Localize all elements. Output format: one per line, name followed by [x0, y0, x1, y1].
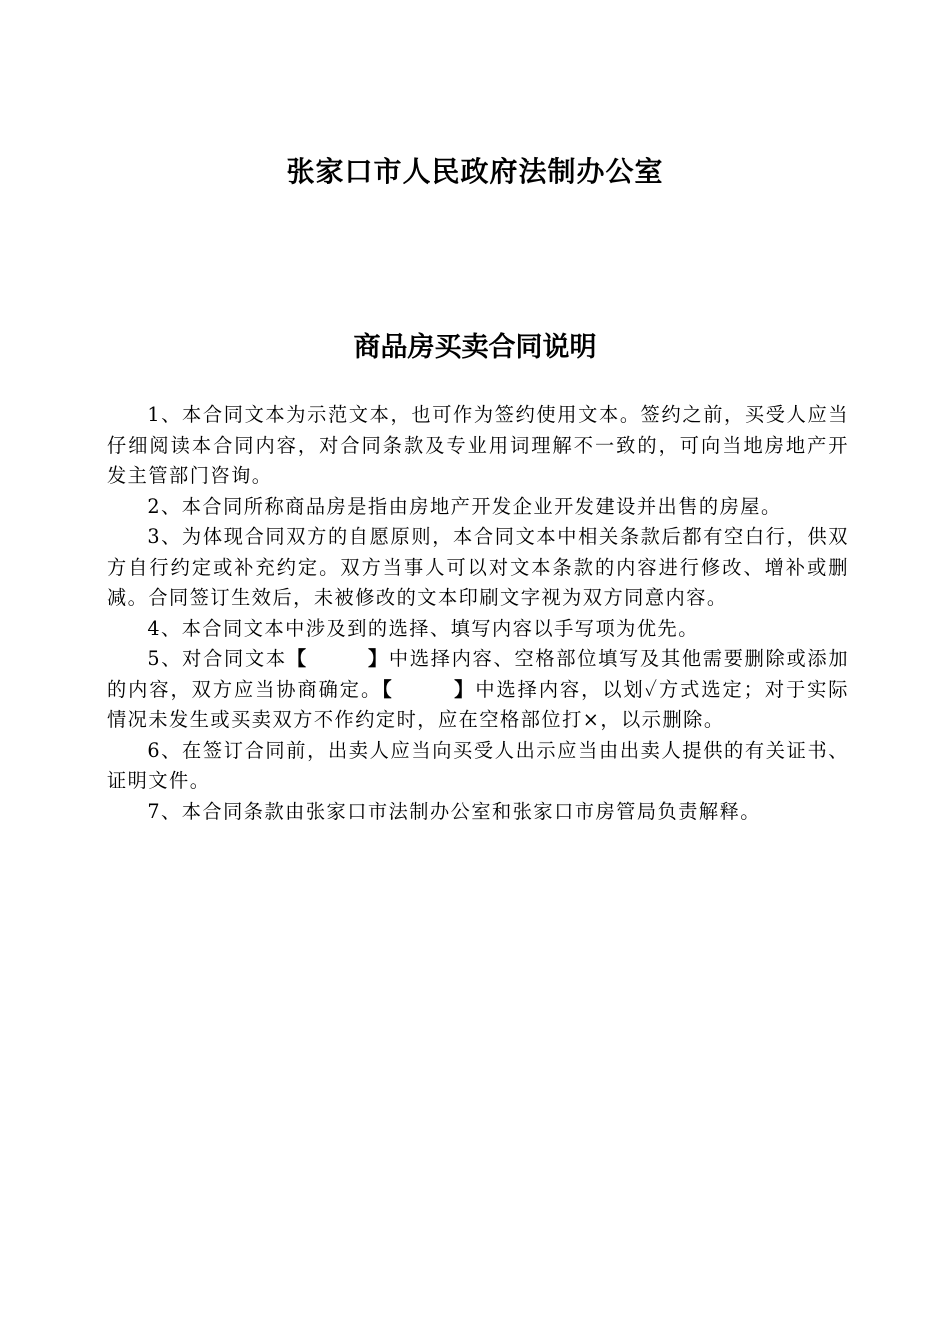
paragraph-7: 7、本合同条款由张家口市法制办公室和张家口市房管局负责解释。: [147, 799, 761, 823]
paragraph-5-part-c: 中选择内容，以划✓方式选定；对于实际情况未发生或买卖双方不作约定时，应在空格部位打×，以示删除。: [107, 677, 849, 731]
paragraph-2: 2、本合同所称商品房是指由房地产开发企业开发建设并出售的房屋。: [147, 494, 782, 518]
issuer-heading: 张家口市人民政府法制办公室: [286, 155, 664, 188]
bracket-close-2: 】: [453, 677, 476, 701]
paragraph-3: 3、为体现合同双方的自愿原则，本合同文本中相关条款后都有空白行，供双方自行约定或补充约定。双方当事人可以对文本条款的内容进行修改、增补或删减。合同签订生效后，未被修改的文本印刷文字视为双方同意内容。: [107, 525, 849, 609]
paragraph-5-part-b: 中选择内容、空格部位填写及其他需要删除或添加的内容，双方应当协商确定。: [107, 647, 850, 701]
paragraph-5-part-a: 5、对合同文本: [147, 647, 287, 670]
paragraph-4: 4、本合同文本中涉及到的选择、填写内容以手写项为优先。: [147, 616, 699, 640]
document-body: [107, 400, 849, 827]
paragraph-5: [107, 644, 849, 736]
document-title: 商品房买卖合同说明: [353, 332, 597, 363]
bracket-close-1: 】: [367, 647, 389, 670]
bracket-open-2: 【: [382, 677, 394, 701]
bracket-open-1: 【: [286, 647, 308, 670]
paragraph-6: 6、在签订合同前，出卖人应当向买受人出示应当由出卖人提供的有关证书、证明文件。: [107, 738, 849, 792]
paragraph-1: 1、本合同文本为示范文本，也可作为签约使用文本。签约之前，买受人应当仔细阅读本合同内容，对合同条款及专业用词理解不一致的，可向当地房地产开发主管部门咨询。: [107, 403, 849, 487]
